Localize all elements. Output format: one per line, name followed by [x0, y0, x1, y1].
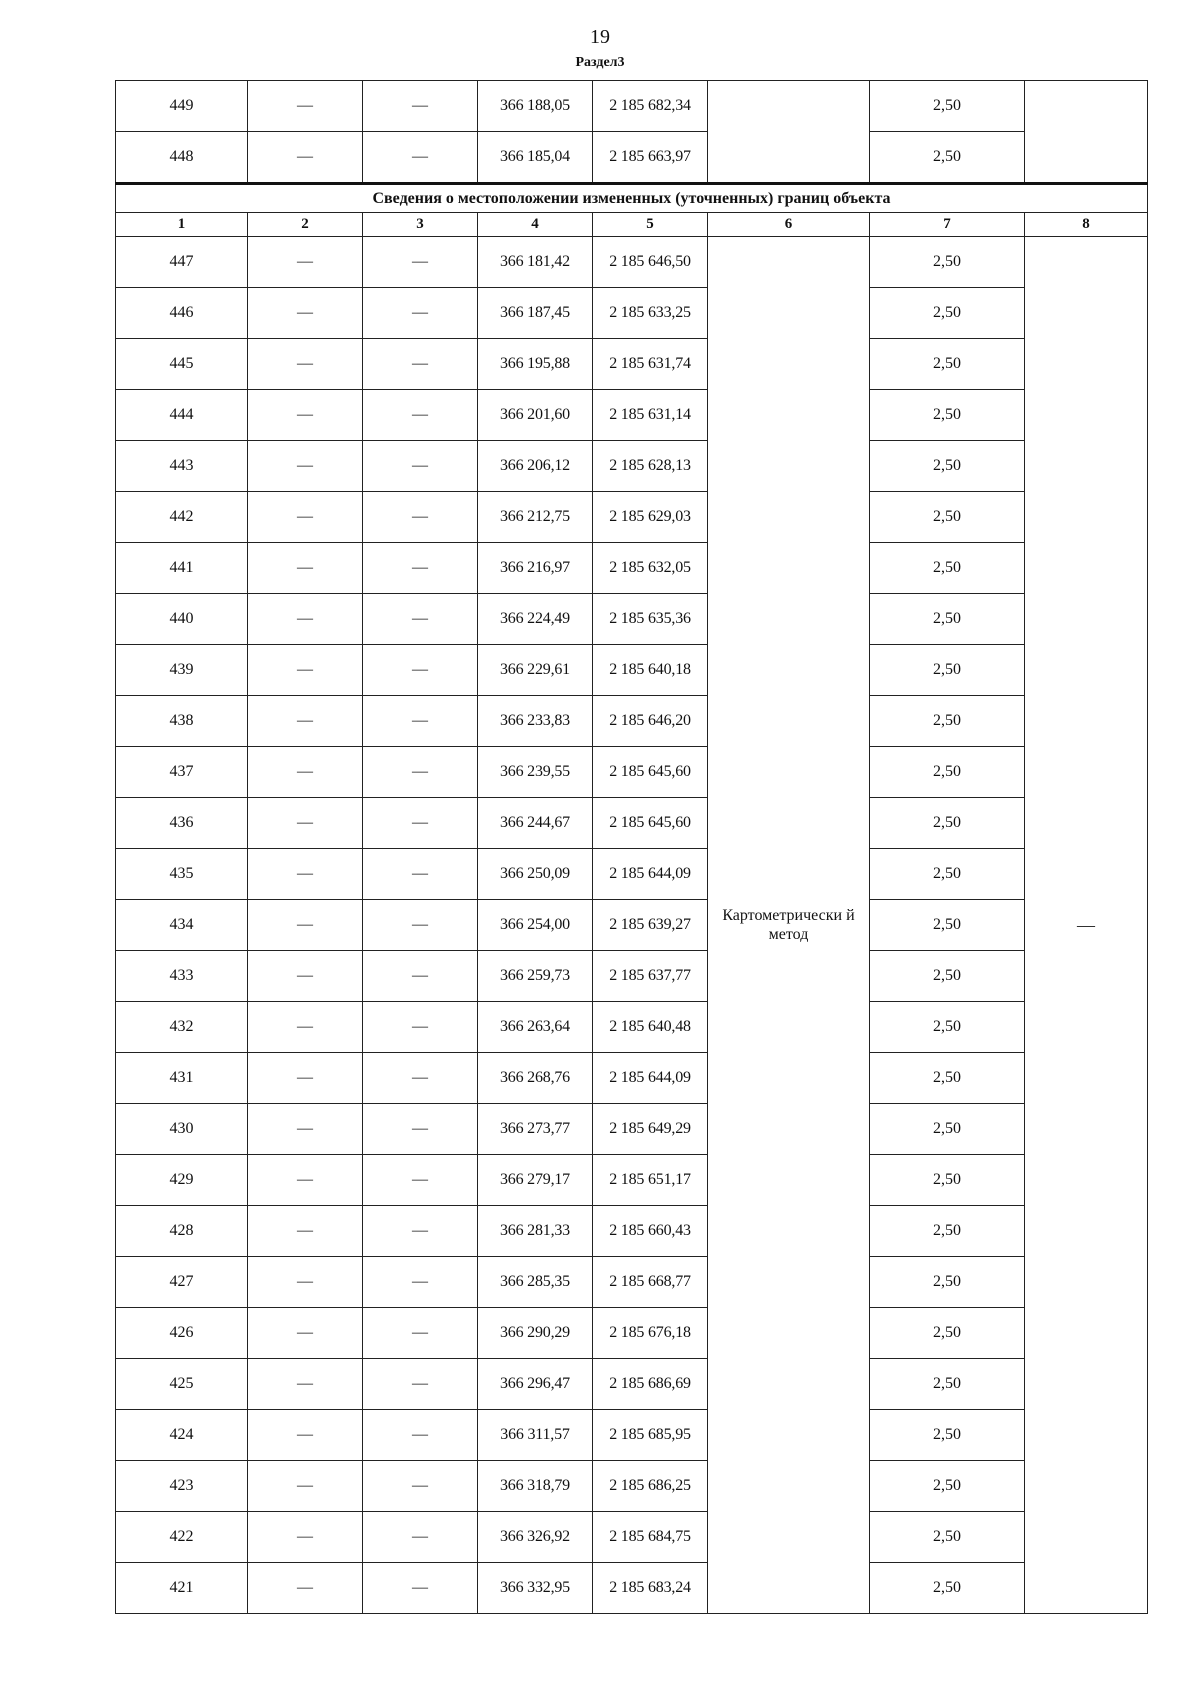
section-heading-row [116, 184, 1148, 213]
table-cell: 366 254,00 [478, 900, 593, 951]
table-cell: 366 268,76 [478, 1053, 593, 1104]
section-heading: Сведения о местоположении измененных (уточненных) границ объекта [116, 184, 1148, 213]
table-cell [708, 81, 870, 184]
table-cell: 422 [116, 1512, 248, 1563]
table-cell: — [363, 81, 478, 132]
table-cell: 366 326,92 [478, 1512, 593, 1563]
table-row [116, 132, 1148, 184]
table-row [116, 1461, 1148, 1512]
main-rows [116, 237, 1148, 1614]
table-cell: — [363, 1053, 478, 1104]
table-cell: 2,50 [870, 1563, 1025, 1614]
table-cell: 2,50 [870, 1104, 1025, 1155]
table-cell: 2 185 686,69 [593, 1359, 708, 1410]
table-cell: 2,50 [870, 798, 1025, 849]
table-cell: 446 [116, 288, 248, 339]
table-row [116, 288, 1148, 339]
table-cell: 2,50 [870, 132, 1025, 184]
table-cell: — [248, 1359, 363, 1410]
table-cell: 366 195,88 [478, 339, 593, 390]
table-row [116, 1410, 1148, 1461]
table-row [116, 390, 1148, 441]
table-row [116, 1002, 1148, 1053]
table-cell: — [248, 747, 363, 798]
table-row [116, 1512, 1148, 1563]
table-row [116, 951, 1148, 1002]
table-cell: 447 [116, 237, 248, 288]
column-number: 5 [593, 213, 708, 237]
table-cell: — [363, 1308, 478, 1359]
table-cell: 449 [116, 81, 248, 132]
table-cell: 366 206,12 [478, 441, 593, 492]
table-cell: — [363, 1104, 478, 1155]
table-row [116, 1257, 1148, 1308]
table-cell: 2 185 651,17 [593, 1155, 708, 1206]
page-number: 19 [590, 26, 610, 48]
column-number: 1 [116, 213, 248, 237]
table-cell: 439 [116, 645, 248, 696]
table-cell: — [363, 1512, 478, 1563]
table-cell: 440 [116, 594, 248, 645]
table-cell: 430 [116, 1104, 248, 1155]
table-cell: 433 [116, 951, 248, 1002]
table-cell: 2,50 [870, 237, 1025, 288]
column-number: 2 [248, 213, 363, 237]
table-cell: 366 279,17 [478, 1155, 593, 1206]
table-cell: 2,50 [870, 951, 1025, 1002]
column-number: 6 [708, 213, 870, 237]
table-cell: 366 185,04 [478, 132, 593, 184]
table-cell: 366 332,95 [478, 1563, 593, 1614]
table-row [116, 798, 1148, 849]
table-cell: 2 185 632,05 [593, 543, 708, 594]
table-cell: 2 185 683,24 [593, 1563, 708, 1614]
table-cell: — [248, 1410, 363, 1461]
table-cell: 2,50 [870, 645, 1025, 696]
table-row [116, 1155, 1148, 1206]
table-cell: 2 185 660,43 [593, 1206, 708, 1257]
table-cell: 2 185 649,29 [593, 1104, 708, 1155]
table-cell: 2 185 685,95 [593, 1410, 708, 1461]
table-cell: — [248, 1002, 363, 1053]
table-row [116, 81, 1148, 132]
table-cell: — [248, 1308, 363, 1359]
table-cell: — [248, 543, 363, 594]
table-cell: 425 [116, 1359, 248, 1410]
table-cell: 432 [116, 1002, 248, 1053]
table-cell: 2 185 629,03 [593, 492, 708, 543]
table-cell: — [248, 696, 363, 747]
table-cell: 2 185 645,60 [593, 747, 708, 798]
table-cell: — [248, 1563, 363, 1614]
table-cell: — [248, 339, 363, 390]
section-header [116, 184, 1148, 237]
table-row [116, 1308, 1148, 1359]
table-row [116, 1206, 1148, 1257]
table-cell: — [248, 1512, 363, 1563]
table-cell: 429 [116, 1155, 248, 1206]
table-cell: 2 185 635,36 [593, 594, 708, 645]
table-cell: 2,50 [870, 81, 1025, 132]
table-cell: 366 281,33 [478, 1206, 593, 1257]
table-cell: — [248, 288, 363, 339]
table-cell: 366 250,09 [478, 849, 593, 900]
column-number: 7 [870, 213, 1025, 237]
table-cell: — [363, 1002, 478, 1053]
table-cell: 424 [116, 1410, 248, 1461]
table-cell: 2,50 [870, 900, 1025, 951]
column-number-row [116, 213, 1148, 237]
table-cell: — [248, 900, 363, 951]
table-cell: 2,50 [870, 339, 1025, 390]
column-number: 3 [363, 213, 478, 237]
table-cell: — [363, 1155, 478, 1206]
table-row [116, 645, 1148, 696]
table-cell: — [248, 1461, 363, 1512]
table-cell: 2,50 [870, 288, 1025, 339]
table-cell: 366 273,77 [478, 1104, 593, 1155]
table-cell: 2 185 631,74 [593, 339, 708, 390]
table-cell: — [248, 849, 363, 900]
table-cell: 366 233,83 [478, 696, 593, 747]
table-cell: — [363, 1206, 478, 1257]
table-cell: 426 [116, 1308, 248, 1359]
table-cell: 2 185 668,77 [593, 1257, 708, 1308]
table-cell: 366 229,61 [478, 645, 593, 696]
table-cell: — [363, 1563, 478, 1614]
table-row [116, 1563, 1148, 1614]
table-cell: 366 181,42 [478, 237, 593, 288]
table-cell: 366 318,79 [478, 1461, 593, 1512]
table-cell: 427 [116, 1257, 248, 1308]
table-cell: 431 [116, 1053, 248, 1104]
table-cell [1025, 81, 1148, 184]
table-cell: 423 [116, 1461, 248, 1512]
column-number: 4 [478, 213, 593, 237]
table-cell: 2,50 [870, 1257, 1025, 1308]
table-row [116, 594, 1148, 645]
table-cell: 366 188,05 [478, 81, 593, 132]
table-cell: — [363, 645, 478, 696]
table-cell: — [363, 798, 478, 849]
table-cell: 2 185 646,50 [593, 237, 708, 288]
table-row [116, 237, 1148, 288]
table-cell: — [363, 390, 478, 441]
table-cell: 2 185 640,48 [593, 1002, 708, 1053]
table-cell: — [248, 81, 363, 132]
table-cell: 366 187,45 [478, 288, 593, 339]
table-cell: 442 [116, 492, 248, 543]
table-cell: 448 [116, 132, 248, 184]
table-cell: 2 185 676,18 [593, 1308, 708, 1359]
table-cell: 2,50 [870, 696, 1025, 747]
table-cell: 2 185 633,25 [593, 288, 708, 339]
table-cell: — [248, 645, 363, 696]
table-cell: 421 [116, 1563, 248, 1614]
table-row [116, 696, 1148, 747]
table-cell: — [363, 288, 478, 339]
table-cell: — [363, 1410, 478, 1461]
table-cell: — [363, 441, 478, 492]
table-cell: 436 [116, 798, 248, 849]
table-cell: 366 239,55 [478, 747, 593, 798]
table-cell: 366 259,73 [478, 951, 593, 1002]
section-title: Раздел3 [575, 55, 625, 70]
table-cell: — [248, 1053, 363, 1104]
table-cell: — [363, 1257, 478, 1308]
table-cell: 366 201,60 [478, 390, 593, 441]
table-cell: 2,50 [870, 849, 1025, 900]
coordinates-table [115, 80, 1148, 1614]
table-cell: — [363, 1461, 478, 1512]
table-cell: 2,50 [870, 1512, 1025, 1563]
table-cell: 2,50 [870, 594, 1025, 645]
table-cell: 438 [116, 696, 248, 747]
table-row [116, 543, 1148, 594]
table-cell: — [248, 132, 363, 184]
table-cell: 2 185 682,34 [593, 81, 708, 132]
table-row [116, 747, 1148, 798]
table-cell: 2,50 [870, 1308, 1025, 1359]
table-cell: 2 185 640,18 [593, 645, 708, 696]
table-row [116, 1053, 1148, 1104]
table-cell: 2,50 [870, 1002, 1025, 1053]
table-cell: 366 311,57 [478, 1410, 593, 1461]
table-cell: 2 185 628,13 [593, 441, 708, 492]
table-cell: 366 263,64 [478, 1002, 593, 1053]
table-cell: — [363, 339, 478, 390]
table-cell: 437 [116, 747, 248, 798]
column-number: 8 [1025, 213, 1148, 237]
table-cell: 2 185 637,77 [593, 951, 708, 1002]
table-cell: — [363, 132, 478, 184]
table-cell: — [248, 798, 363, 849]
table-cell: — [248, 237, 363, 288]
table-cell: 2,50 [870, 1461, 1025, 1512]
table-cell: 2 185 644,09 [593, 1053, 708, 1104]
table-cell: — [248, 1104, 363, 1155]
table-cell: 2 185 686,25 [593, 1461, 708, 1512]
table-cell: 445 [116, 339, 248, 390]
table-cell: 2,50 [870, 543, 1025, 594]
table-cell: 366 296,47 [478, 1359, 593, 1410]
table-cell: — [363, 1359, 478, 1410]
table-cell: — [248, 441, 363, 492]
table-cell: 366 244,67 [478, 798, 593, 849]
table-cell: — [363, 543, 478, 594]
table-cell: 2 185 639,27 [593, 900, 708, 951]
table-cell: 2,50 [870, 492, 1025, 543]
table-cell: 2,50 [870, 1359, 1025, 1410]
table-cell: — [248, 951, 363, 1002]
method-cell: Картометрически й метод [708, 237, 870, 1614]
table-cell: 443 [116, 441, 248, 492]
table-cell: 2,50 [870, 441, 1025, 492]
table-cell: — [363, 696, 478, 747]
table-cell: 2 185 645,60 [593, 798, 708, 849]
table-cell: 2,50 [870, 1155, 1025, 1206]
table-cell: 2 185 631,14 [593, 390, 708, 441]
table-cell: — [363, 849, 478, 900]
table-cell: — [248, 1206, 363, 1257]
table-cell: — [363, 594, 478, 645]
table-cell: — [363, 951, 478, 1002]
table-cell: 2 185 646,20 [593, 696, 708, 747]
table-row [116, 849, 1148, 900]
table-cell: 444 [116, 390, 248, 441]
table-cell: 428 [116, 1206, 248, 1257]
table-cell: — [248, 594, 363, 645]
table-cell: 366 224,49 [478, 594, 593, 645]
table-cell: 366 285,35 [478, 1257, 593, 1308]
table-cell: 2,50 [870, 1410, 1025, 1461]
table-cell: — [363, 492, 478, 543]
table-row [116, 492, 1148, 543]
table-cell: — [363, 747, 478, 798]
table-cell: 366 212,75 [478, 492, 593, 543]
table-cell: 435 [116, 849, 248, 900]
table-row [116, 1359, 1148, 1410]
table-row [116, 1104, 1148, 1155]
table-cell: 2,50 [870, 1053, 1025, 1104]
col8-cell: — [1025, 237, 1148, 1614]
table-cell: 2,50 [870, 1206, 1025, 1257]
table-cell: — [248, 1155, 363, 1206]
table-row [116, 339, 1148, 390]
table-cell: 2 185 684,75 [593, 1512, 708, 1563]
table-cell: 2,50 [870, 747, 1025, 798]
table-row [116, 900, 1148, 951]
table-cell: 2 185 663,97 [593, 132, 708, 184]
table-cell: — [363, 237, 478, 288]
table-row [116, 441, 1148, 492]
top-rows [116, 81, 1148, 184]
table-cell: — [363, 900, 478, 951]
table-cell: — [248, 390, 363, 441]
table-cell: 2 185 644,09 [593, 849, 708, 900]
table-cell: 441 [116, 543, 248, 594]
table-cell: 434 [116, 900, 248, 951]
table-cell: 366 216,97 [478, 543, 593, 594]
table-cell: — [248, 492, 363, 543]
table-cell: 2,50 [870, 390, 1025, 441]
table-cell: — [248, 1257, 363, 1308]
table-cell: 366 290,29 [478, 1308, 593, 1359]
